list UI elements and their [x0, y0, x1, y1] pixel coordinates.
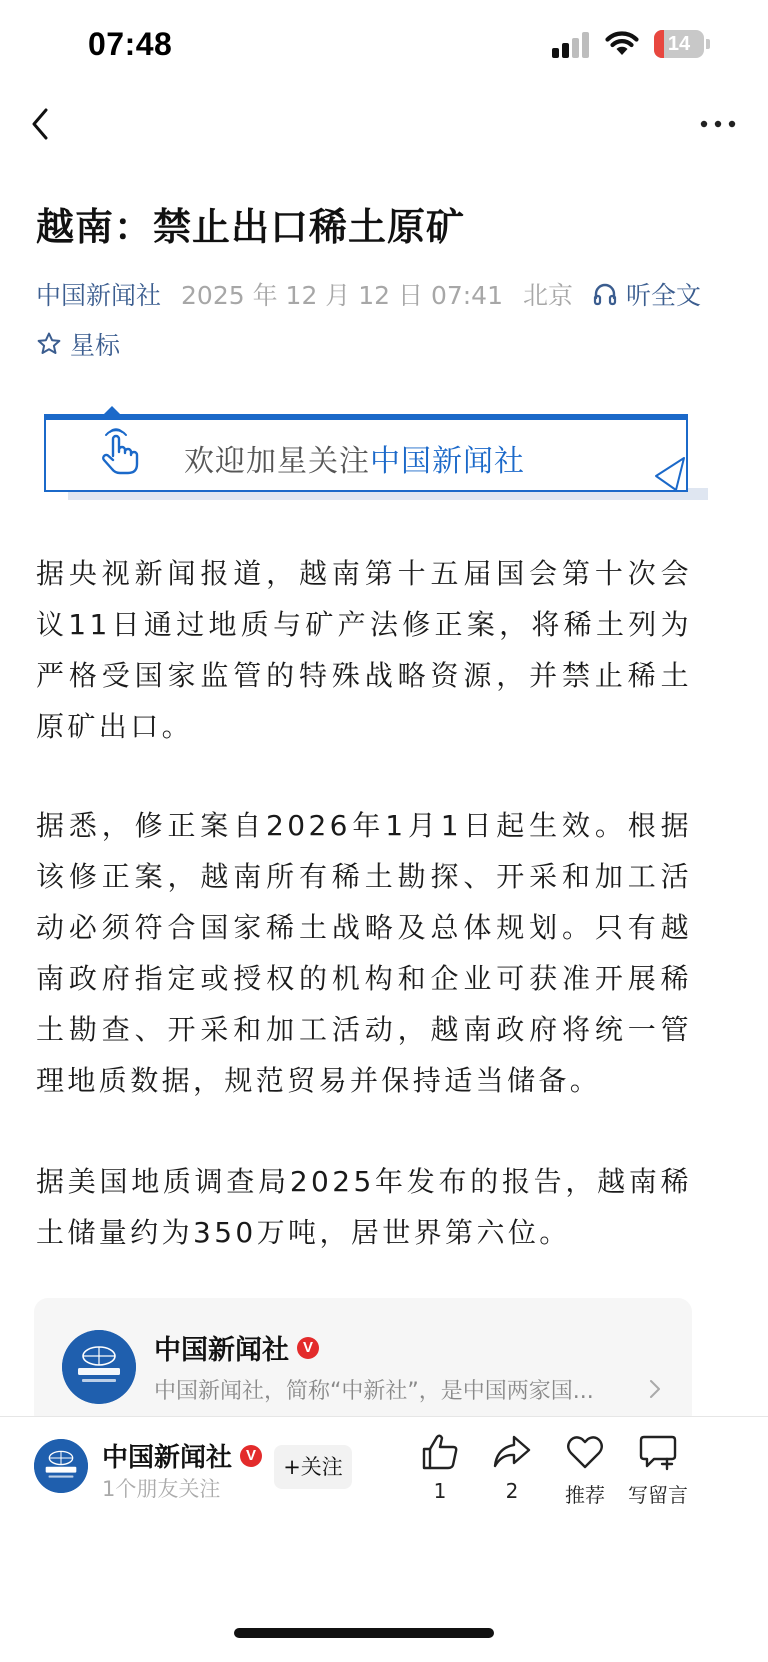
follow-button[interactable]: +关注: [274, 1445, 352, 1489]
comment-label: 写留言: [628, 1483, 688, 1507]
account-card-name: 中国新闻社 V: [154, 1328, 319, 1367]
listen-label: 听全文: [626, 281, 702, 310]
like-count: 1: [433, 1479, 447, 1503]
back-button[interactable]: [22, 100, 62, 148]
star-label: 星标: [70, 331, 121, 360]
battery-level: 14: [667, 33, 691, 55]
banner-highlight: 中国新闻社: [370, 444, 525, 479]
account-name[interactable]: 中国新闻社 V: [102, 1437, 262, 1474]
article-date: 2025 年 12 月 12 日 07:41: [181, 281, 503, 310]
battery-icon: [654, 30, 710, 58]
recommend-label: 推荐: [565, 1483, 605, 1507]
account-card-description: 中国新闻社，简称“中新社”，是中国两家国...: [154, 1379, 594, 1404]
friends-following: 1个朋友关注: [102, 1477, 221, 1501]
article-paragraph: 据悉，修正案自2026年1月1日起生效。根据该修正案，越南所有稀土勘探、开采和加工活动必须符合国家稀土战略及总体规划。只有越南政府指定或授权的机构和企业可获准开展稀土勘查、开采和加工活动，越南政府将统一管理地质数据，规范贸易并保持适当储备。: [36, 809, 692, 1097]
account-logo: [62, 1330, 136, 1404]
more-button[interactable]: [696, 110, 740, 138]
like-button[interactable]: [405, 1433, 475, 1503]
article-paragraph: 据美国地质调查局2025年发布的报告，越南稀土储量约为350万吨，居世界第六位。: [36, 1165, 692, 1249]
banner-prefix: 欢迎加星关注: [184, 444, 370, 479]
bottom-bar: [0, 1416, 768, 1662]
article-title: 越南：禁止出口稀土原矿: [36, 205, 466, 249]
status-time: 07:48: [88, 26, 173, 62]
recommend-button[interactable]: [550, 1433, 620, 1508]
heart-icon: [565, 1433, 605, 1471]
chevron-right-icon: [648, 1378, 662, 1400]
article-source[interactable]: 中国新闻社: [36, 281, 162, 310]
article-meta: [36, 276, 573, 312]
corner-fold-icon: [654, 456, 686, 492]
banner-text: [184, 436, 525, 480]
account-card[interactable]: [34, 1298, 692, 1428]
share-button[interactable]: [477, 1433, 547, 1503]
verified-badge-icon: V: [297, 1337, 319, 1359]
article-location: 北京: [523, 281, 574, 310]
wifi-icon: [604, 28, 640, 58]
headphones-icon: [592, 281, 618, 307]
chevron-left-icon: [34, 110, 46, 138]
share-arrow-icon: [492, 1433, 532, 1471]
ellipsis-icon: [701, 121, 735, 127]
follow-banner[interactable]: [44, 406, 688, 498]
comment-icon: [638, 1433, 678, 1471]
verified-badge-icon: V: [240, 1445, 262, 1467]
status-bar: [0, 0, 768, 90]
article-paragraph: 据央视新闻报道，越南第十五届国会第十次会议11日通过地质与矿产法修正案，将稀土列为严格受国家监管的特殊战略资源，并禁止稀土原矿出口。: [36, 557, 692, 743]
cellular-signal-icon: [552, 32, 592, 58]
star-icon: [36, 331, 62, 357]
star-button[interactable]: [36, 326, 120, 362]
comment-button[interactable]: [623, 1433, 693, 1508]
thumbs-up-icon: [420, 1433, 460, 1471]
listen-button[interactable]: [592, 276, 701, 312]
share-count: 2: [505, 1479, 519, 1503]
hand-pointer-icon: [96, 426, 140, 476]
home-indicator[interactable]: [234, 1628, 494, 1638]
account-avatar[interactable]: [34, 1439, 88, 1493]
